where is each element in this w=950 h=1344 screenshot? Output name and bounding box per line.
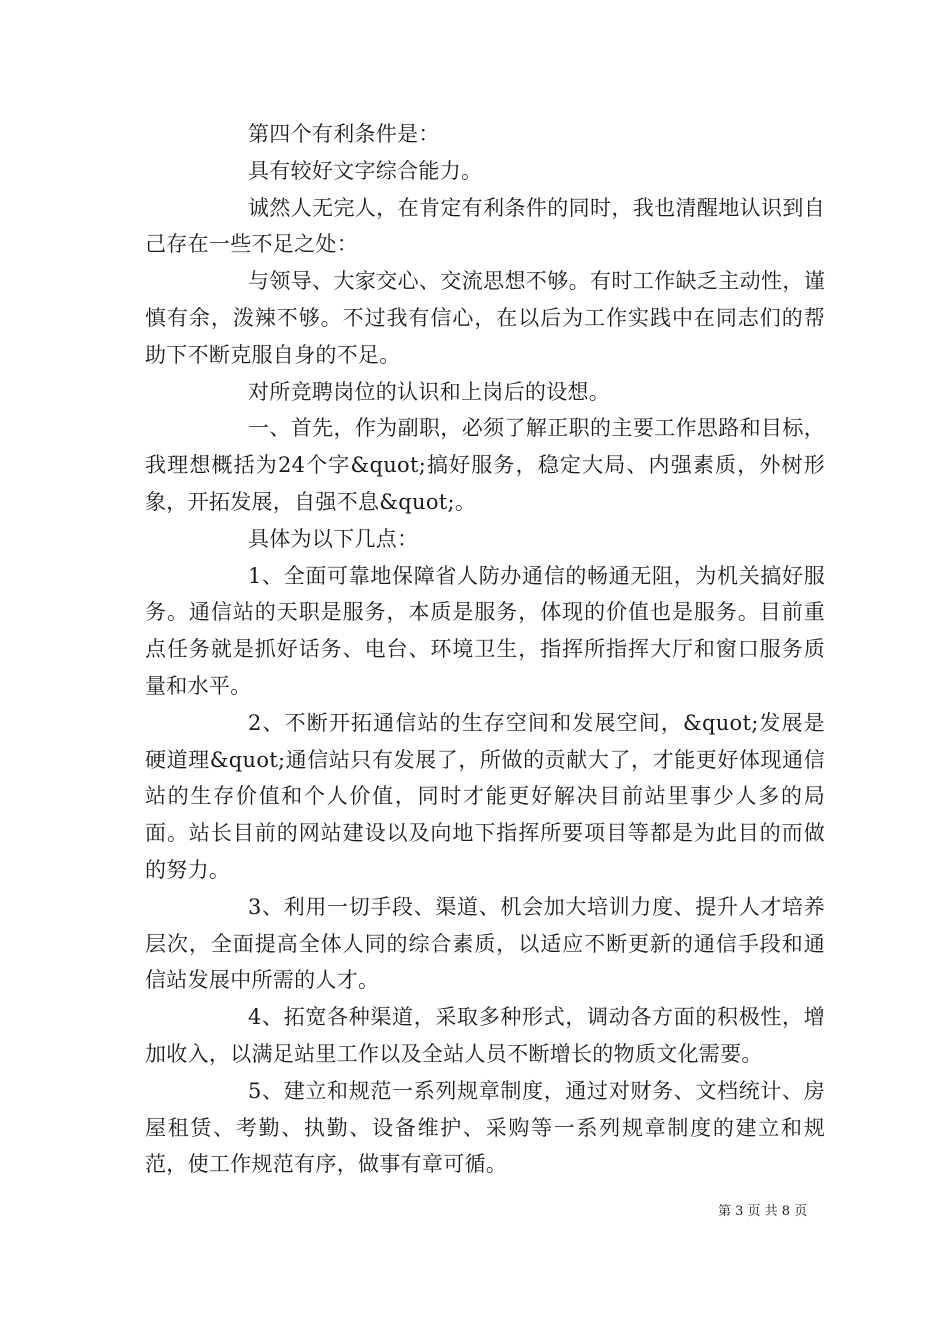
document-body	[145, 116, 825, 1183]
paragraph-5: 对所竞聘岗位的认识和上岗后的设想。	[248, 379, 611, 404]
page-number-footer: 第 3 页 共 8 页	[718, 1204, 808, 1219]
paragraph-6: 一、首先，作为副职，必须了解正职的主要工作思路和目标，我理想概括为24个字&quot;搞好服务，稳定大局、内强素质，外树形象，开拓发展，自强不息&quot;。	[145, 416, 825, 514]
paragraph-12: 5、建立和规范一系列规章制度，通过对财务、文档统计、房屋租赁、考勤、执勤、设备维护、采购等一系列规章制度的建立和规范，使工作规范有序，做事有章可循。	[145, 1078, 825, 1177]
paragraph-7: 具体为以下几点：	[248, 526, 419, 551]
paragraph-4: 与领导、大家交心、交流思想不够。有时工作缺乏主动性，谨慎有余，泼辣不够。不过我有信心，在以后为工作实践中在同志们的帮助下不断克服自身的不足。	[145, 269, 825, 367]
paragraph-11: 4、拓宽各种渠道，采取多种形式，调动各方面的积极性，增加收入，以满足站里工作以及全站人员不断增长的物质文化需要。	[145, 1005, 825, 1066]
paragraph-10: 3、利用一切手段、渠道、机会加大培训力度、提升人才培养层次，全面提高全体人同的综合素质，以适应不断更新的通信手段和通信站发展中所需的人才。	[145, 894, 825, 993]
paragraph-3: 诚然人无完人，在肯定有利条件的同时，我也清醒地认识到自己存在一些不足之处：	[145, 195, 825, 257]
paragraph-1: 第四个有利条件是：	[248, 122, 440, 146]
paragraph-8: 1、全面可靠地保障省人防办通信的畅通无阻，为机关搞好服务。通信站的天职是服务，本质是服务，体现的价值也是服务。目前重点任务就是抓好话务、电台、环境卫生，指挥所指挥大厅和窗口服务质量和水平。	[145, 563, 825, 698]
paragraph-2: 具有较好文字综合能力。	[248, 158, 483, 183]
paragraph-9: 2、不断开拓通信站的生存空间和发展空间，&quot;发展是硬道理&quot;通信站只有发展了，所做的贡献大了，才能更好体现通信站的生存价值和个人价值，同时才能更好解决目前站里事少人多的局面。站长目前的网站建设以及向地下指挥所要项目等都是为此目的而做的努力。	[145, 710, 825, 882]
